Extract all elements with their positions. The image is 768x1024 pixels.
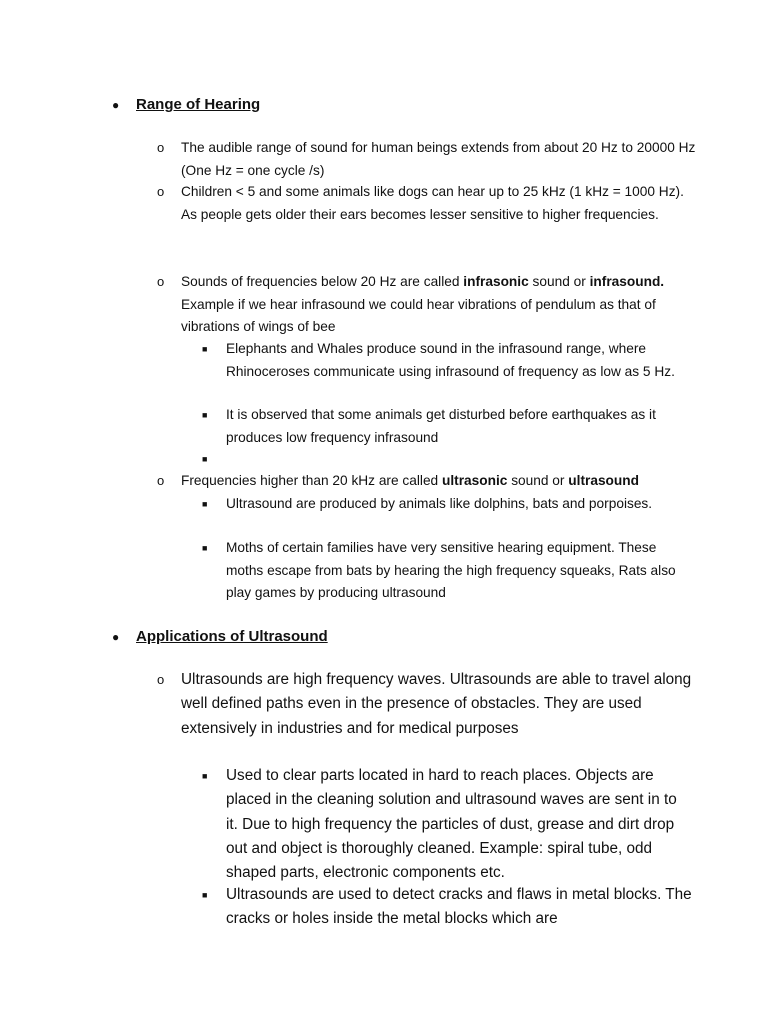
text-run: Example if we hear infrasound we could hear vibrations of pendulum as that of vibrations of wings of bee: [181, 296, 656, 334]
bullet-icon: ●: [112, 630, 120, 644]
bullet-icon: ●: [112, 98, 120, 112]
square-bullet-icon: ■: [202, 499, 208, 509]
sub-list-item-text: Elephants and Whales produce sound in the infrasound range, where Rhinoceroses communicate using infrasound of frequency as low as 5 Hz.: [226, 341, 675, 379]
sub-list-item: [202, 338, 692, 383]
square-bullet-icon: ■: [202, 410, 208, 420]
sub-list-item: [202, 537, 692, 605]
square-bullet-icon: ■: [202, 454, 208, 464]
sub-list-item: [202, 493, 692, 516]
sub-list-item-text: Used to clear parts located in hard to reach places. Objects are placed in the cleaning solution and ultrasound waves are sent in to it. Due to high frequency the particles of dust, grease and dirt drop out and object is thoroughly cleaned. Example: spiral tube, odd shaped parts, electronic components etc.: [226, 767, 677, 882]
text-run: Frequencies higher than 20 kHz are called: [181, 473, 442, 488]
circle-bullet-icon: o: [157, 473, 165, 488]
section-heading-range-of-hearing: [112, 95, 260, 115]
circle-bullet-icon: o: [157, 184, 165, 199]
sub-list-item-text: Ultrasound are produced by animals like dolphins, bats and porpoises.: [226, 496, 653, 511]
text-run: Sounds of frequencies below 20 Hz are called: [181, 274, 464, 289]
sub-list-item: [202, 764, 692, 885]
list-item: [157, 271, 697, 339]
text-run: sound or: [507, 473, 569, 488]
sub-list-item-text: Moths of certain families have very sensitive hearing equipment. These moths escape from bats by hearing the high frequency squeaks, Rats also play games by producing ultrasound: [226, 540, 676, 600]
sub-list-item-text: It is observed that some animals get disturbed before earthquakes as it produces low frequency infrasound: [226, 407, 656, 445]
square-bullet-icon: ■: [202, 771, 208, 781]
sub-list-item-text: Ultrasounds are used to detect cracks and flaws in metal blocks. The cracks or holes inside the metal blocks which are: [226, 886, 692, 928]
square-bullet-icon: ■: [202, 890, 208, 900]
list-item: [157, 668, 697, 741]
section-title: Applications of Ultrasound: [136, 628, 328, 645]
section-title: Range of Hearing: [136, 96, 261, 113]
section-heading-applications-of-ultrasound: [112, 627, 328, 647]
bold-term-infrasound: infrasound.: [589, 274, 665, 289]
square-bullet-icon: ■: [202, 543, 208, 553]
list-item: [157, 470, 697, 493]
list-item: [157, 137, 697, 182]
circle-bullet-icon: o: [157, 140, 165, 155]
list-item-text: Children < 5 and some animals like dogs can hear up to 25 kHz (1 kHz = 1000 Hz). As people gets older their ears becomes lesser sensitive to higher frequencies.: [181, 184, 684, 222]
text-run: sound or: [528, 274, 590, 289]
list-item: [157, 181, 697, 226]
list-item-text: The audible range of sound for human beings extends from about 20 Hz to 20000 Hz (One Hz = one cycle /s): [181, 140, 696, 178]
square-bullet-icon: ■: [202, 344, 208, 354]
bold-term-ultrasound: ultrasound: [568, 473, 639, 488]
sub-list-item: [202, 404, 692, 449]
circle-bullet-icon: o: [157, 672, 165, 687]
circle-bullet-icon: o: [157, 274, 165, 289]
bold-term-infrasonic: infrasonic: [463, 274, 529, 289]
list-item-text: [181, 470, 697, 493]
list-item-text: Ultrasounds are high frequency waves. Ultrasounds are able to travel along well defined paths even in the presence of obstacles. They are used extensively in industries and for medical purposes: [181, 671, 692, 737]
sub-list-item: [202, 883, 692, 932]
bold-term-ultrasonic: ultrasonic: [441, 473, 508, 488]
list-item-text: [181, 271, 697, 339]
